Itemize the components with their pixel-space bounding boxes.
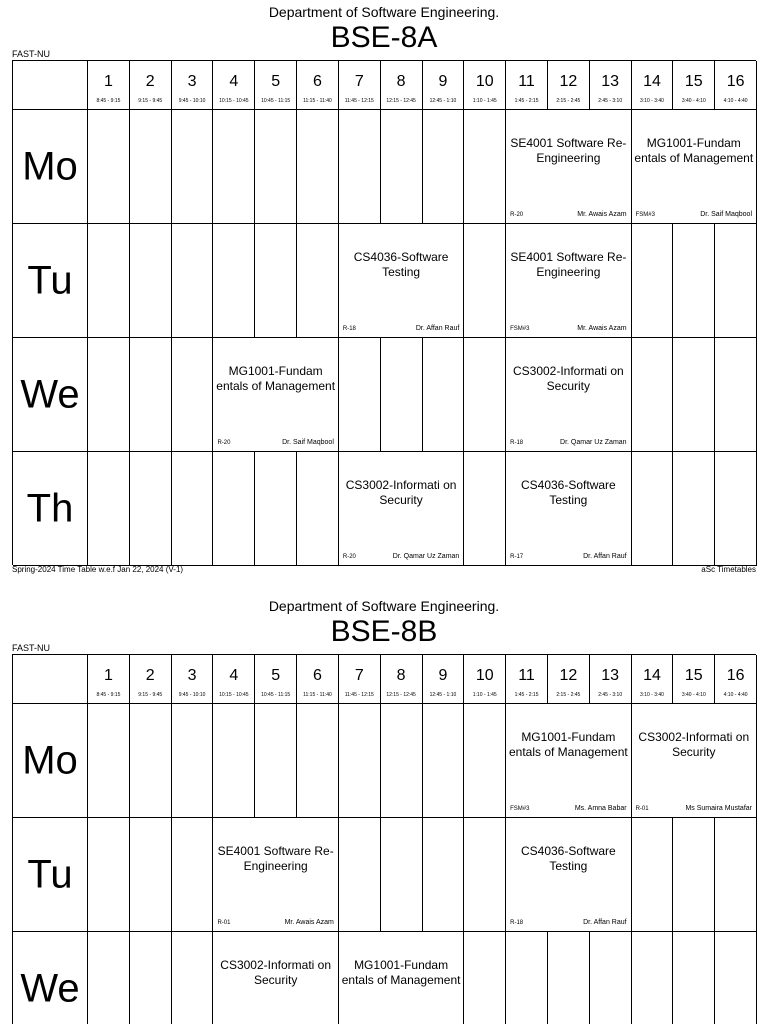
period-header bbox=[632, 655, 674, 704]
period-number: 6 bbox=[313, 73, 322, 90]
empty-slot bbox=[172, 932, 214, 1024]
empty-slot bbox=[464, 818, 506, 932]
period-time: 3:40 - 4:10 bbox=[681, 692, 706, 698]
empty-slot bbox=[88, 818, 130, 932]
day-label bbox=[13, 932, 88, 1024]
empty-slot bbox=[423, 338, 465, 452]
empty-slot bbox=[255, 704, 297, 818]
lesson-room: FSM#3 bbox=[510, 806, 530, 812]
timetable-bse-8b bbox=[0, 594, 768, 1024]
day-label bbox=[13, 704, 88, 818]
lesson-card bbox=[506, 110, 631, 224]
empty-slot bbox=[673, 224, 715, 338]
empty-slot bbox=[673, 818, 715, 932]
empty-slot bbox=[130, 452, 172, 566]
empty-slot bbox=[172, 110, 214, 224]
lesson-subject: SE4001 Software Re-Engineering bbox=[510, 250, 627, 279]
period-number: 12 bbox=[559, 667, 578, 684]
period-number: 15 bbox=[684, 73, 703, 90]
day-label bbox=[13, 818, 88, 932]
period-header bbox=[423, 655, 465, 704]
period-number: 9 bbox=[438, 73, 448, 90]
period-header bbox=[172, 655, 214, 704]
day-label bbox=[13, 338, 88, 452]
empty-slot bbox=[172, 704, 214, 818]
period-header bbox=[590, 655, 632, 704]
empty-slot bbox=[213, 452, 255, 566]
empty-slot bbox=[339, 110, 381, 224]
period-number: 1 bbox=[103, 667, 113, 684]
period-number: 10 bbox=[475, 667, 494, 684]
lesson-subject: MG1001-Fundam entals of Management bbox=[508, 730, 628, 759]
empty-slot bbox=[381, 338, 423, 452]
lesson-teacher: Ms. Amna Babar bbox=[574, 805, 627, 812]
period-number: 1 bbox=[103, 73, 113, 90]
period-number: 8 bbox=[396, 667, 406, 684]
period-header bbox=[464, 655, 506, 704]
footer-version: Spring-2024 Time Table w.e.f Jan 22, 2024 (V-1) bbox=[12, 565, 184, 574]
lesson-subject: CS4036-Software Testing bbox=[353, 250, 449, 279]
empty-slot bbox=[172, 818, 214, 932]
period-time: 11:45 - 12:15 bbox=[344, 692, 374, 698]
empty-slot bbox=[632, 338, 674, 452]
period-header bbox=[548, 61, 590, 110]
period-time: 9:15 - 9:45 bbox=[138, 692, 163, 698]
empty-slot bbox=[423, 704, 465, 818]
timetable-grid bbox=[12, 654, 756, 1024]
institution-label: FAST-NU bbox=[12, 643, 51, 653]
period-time: 9:45 - 10:10 bbox=[178, 98, 206, 104]
lesson-subject: CS3002-Informati on Security bbox=[512, 364, 624, 393]
empty-slot bbox=[130, 110, 172, 224]
empty-slot bbox=[464, 110, 506, 224]
period-number: 5 bbox=[271, 667, 281, 684]
period-time: 12:15 - 12:45 bbox=[386, 98, 416, 104]
lesson-subject: MG1001-Fundam entals of Management bbox=[341, 958, 461, 987]
period-header bbox=[381, 61, 423, 110]
lesson-room: R-01 bbox=[635, 806, 649, 812]
empty-slot bbox=[423, 818, 465, 932]
period-number: 5 bbox=[271, 73, 281, 90]
institution-label: FAST-NU bbox=[12, 49, 51, 59]
lesson-card bbox=[632, 110, 757, 224]
lesson-card bbox=[506, 704, 631, 818]
empty-slot bbox=[255, 452, 297, 566]
lesson-room: R-20 bbox=[510, 212, 524, 218]
empty-slot bbox=[715, 452, 757, 566]
period-time: 4:10 - 4:40 bbox=[723, 692, 748, 698]
lesson-room: R-01 bbox=[217, 920, 231, 926]
department-heading: Department of Software Engineering. bbox=[268, 4, 500, 20]
empty-slot bbox=[88, 704, 130, 818]
empty-slot bbox=[213, 224, 255, 338]
period-time: 8:45 - 9:15 bbox=[96, 98, 121, 104]
empty-slot bbox=[673, 338, 715, 452]
day-label bbox=[13, 224, 88, 338]
lesson-teacher: Dr. Saif Maqbool bbox=[282, 439, 334, 446]
empty-slot bbox=[88, 452, 130, 566]
empty-slot bbox=[88, 224, 130, 338]
footer-credit: aSc Timetables bbox=[701, 565, 756, 574]
day-name: Tu bbox=[27, 852, 73, 896]
day-label bbox=[13, 452, 88, 566]
lesson-teacher: Ms Sumaira Mustafar bbox=[685, 805, 752, 812]
lesson-room: FSM#3 bbox=[510, 326, 530, 332]
period-header bbox=[506, 655, 548, 704]
grid-corner bbox=[13, 655, 88, 704]
empty-slot bbox=[255, 224, 297, 338]
empty-slot bbox=[339, 338, 381, 452]
empty-slot bbox=[88, 110, 130, 224]
empty-slot bbox=[715, 338, 757, 452]
empty-slot bbox=[590, 932, 632, 1024]
lesson-card bbox=[213, 932, 338, 1024]
grid-corner bbox=[13, 61, 88, 110]
period-time: 2:45 - 3:10 bbox=[598, 98, 623, 104]
empty-slot bbox=[339, 704, 381, 818]
lesson-subject: CS4036-Software Testing bbox=[520, 478, 616, 507]
period-header bbox=[715, 61, 757, 110]
period-header bbox=[130, 655, 172, 704]
empty-slot bbox=[297, 110, 339, 224]
lesson-subject: CS4036-Software Testing bbox=[520, 844, 616, 873]
empty-slot bbox=[339, 818, 381, 932]
period-time: 12:45 - 1:10 bbox=[429, 98, 457, 104]
empty-slot bbox=[130, 224, 172, 338]
lesson-teacher: Mr. Awais Azam bbox=[577, 211, 627, 218]
period-header bbox=[130, 61, 172, 110]
period-number: 11 bbox=[518, 667, 535, 684]
period-header bbox=[339, 61, 381, 110]
period-header bbox=[339, 655, 381, 704]
empty-slot bbox=[632, 818, 674, 932]
empty-slot bbox=[506, 932, 548, 1024]
lesson-teacher: Dr. Affan Rauf bbox=[583, 553, 627, 560]
period-time: 10:15 - 10:45 bbox=[219, 692, 249, 698]
day-name: Mo bbox=[22, 738, 78, 782]
department-heading: Department of Software Engineering. bbox=[268, 598, 500, 614]
timetable-grid bbox=[12, 60, 756, 565]
empty-slot bbox=[172, 452, 214, 566]
empty-slot bbox=[381, 110, 423, 224]
period-header bbox=[88, 61, 130, 110]
empty-slot bbox=[632, 452, 674, 566]
period-header bbox=[464, 61, 506, 110]
empty-slot bbox=[297, 704, 339, 818]
period-time: 10:45 - 11:15 bbox=[261, 692, 291, 698]
class-title: BSE-8B bbox=[330, 615, 438, 648]
lesson-card bbox=[506, 452, 631, 566]
period-number: 16 bbox=[726, 667, 745, 684]
empty-slot bbox=[673, 932, 715, 1024]
day-label bbox=[13, 110, 88, 224]
empty-slot bbox=[381, 818, 423, 932]
empty-slot bbox=[715, 224, 757, 338]
lesson-card bbox=[506, 224, 631, 338]
period-time: 2:45 - 3:10 bbox=[598, 692, 623, 698]
lesson-teacher: Dr. Affan Rauf bbox=[415, 325, 460, 332]
period-number: 4 bbox=[229, 73, 239, 90]
period-number: 2 bbox=[145, 667, 155, 684]
empty-slot bbox=[381, 704, 423, 818]
lesson-card bbox=[339, 452, 464, 566]
period-time: 1:10 - 1:45 bbox=[472, 98, 497, 104]
period-header bbox=[673, 655, 715, 704]
period-time: 4:10 - 4:40 bbox=[723, 98, 748, 104]
lesson-subject: SE4001 Software Re-Engineering bbox=[510, 136, 627, 165]
day-name: We bbox=[20, 966, 80, 1010]
empty-slot bbox=[673, 452, 715, 566]
lesson-room: FSM#3 bbox=[635, 212, 655, 218]
period-time: 1:45 - 2:15 bbox=[514, 98, 539, 104]
period-header bbox=[715, 655, 757, 704]
lesson-card bbox=[213, 338, 338, 452]
lesson-room: R-18 bbox=[510, 440, 524, 446]
empty-slot bbox=[130, 932, 172, 1024]
period-time: 1:10 - 1:45 bbox=[472, 692, 497, 698]
empty-slot bbox=[464, 932, 506, 1024]
lesson-subject: CS3002-Informati on Security bbox=[220, 958, 332, 987]
empty-slot bbox=[715, 932, 757, 1024]
lesson-room: R-18 bbox=[342, 326, 356, 332]
period-header bbox=[172, 61, 214, 110]
period-time: 3:40 - 4:10 bbox=[681, 98, 706, 104]
period-time: 2:15 - 2:45 bbox=[556, 98, 581, 104]
period-number: 2 bbox=[145, 73, 155, 90]
period-number: 13 bbox=[601, 73, 620, 90]
class-title: BSE-8A bbox=[330, 21, 438, 54]
period-number: 11 bbox=[518, 73, 535, 90]
lesson-card bbox=[339, 932, 464, 1024]
period-number: 7 bbox=[354, 73, 364, 90]
empty-slot bbox=[632, 224, 674, 338]
period-time: 11:15 - 11:40 bbox=[303, 692, 332, 698]
lesson-teacher: Dr. Qamar Uz Zaman bbox=[560, 439, 627, 446]
period-header bbox=[673, 61, 715, 110]
empty-slot bbox=[213, 704, 255, 818]
lesson-subject: SE4001 Software Re-Engineering bbox=[217, 844, 334, 873]
period-time: 12:45 - 1:10 bbox=[429, 692, 457, 698]
period-number: 10 bbox=[475, 73, 494, 90]
period-number: 4 bbox=[229, 667, 239, 684]
lesson-room: R-20 bbox=[342, 554, 356, 560]
lesson-room: R-17 bbox=[510, 554, 524, 560]
period-header bbox=[297, 655, 339, 704]
lesson-card bbox=[339, 224, 464, 338]
period-time: 3:10 - 3:40 bbox=[640, 692, 664, 698]
empty-slot bbox=[715, 818, 757, 932]
period-number: 6 bbox=[313, 667, 322, 684]
period-number: 13 bbox=[601, 667, 620, 684]
empty-slot bbox=[423, 110, 465, 224]
empty-slot bbox=[464, 224, 506, 338]
lesson-teacher: Dr. Saif Maqbool bbox=[700, 211, 752, 218]
period-time: 8:45 - 9:15 bbox=[96, 692, 121, 698]
period-header bbox=[255, 655, 297, 704]
period-time: 2:15 - 2:45 bbox=[556, 692, 581, 698]
period-time: 1:45 - 2:15 bbox=[514, 692, 539, 698]
period-header bbox=[213, 655, 255, 704]
period-number: 12 bbox=[559, 73, 578, 90]
period-number: 14 bbox=[643, 667, 661, 684]
lesson-teacher: Dr. Affan Rauf bbox=[583, 919, 627, 926]
period-header bbox=[88, 655, 130, 704]
period-header bbox=[506, 61, 548, 110]
empty-slot bbox=[213, 110, 255, 224]
period-header bbox=[255, 61, 297, 110]
period-header bbox=[381, 655, 423, 704]
lesson-card bbox=[213, 818, 338, 932]
empty-slot bbox=[172, 338, 214, 452]
lesson-card bbox=[506, 338, 631, 452]
period-number: 7 bbox=[354, 667, 364, 684]
period-header bbox=[548, 655, 590, 704]
empty-slot bbox=[88, 932, 130, 1024]
lesson-card bbox=[632, 704, 757, 818]
empty-slot bbox=[255, 110, 297, 224]
period-time: 11:15 - 11:40 bbox=[303, 98, 332, 104]
empty-slot bbox=[464, 452, 506, 566]
period-number: 14 bbox=[643, 73, 661, 90]
period-header bbox=[213, 61, 255, 110]
period-number: 3 bbox=[187, 667, 197, 684]
day-name: Th bbox=[26, 486, 74, 530]
lesson-room: R-18 bbox=[510, 920, 524, 926]
lesson-teacher: Mr. Awais Azam bbox=[577, 325, 627, 332]
period-header bbox=[590, 61, 632, 110]
period-header bbox=[297, 61, 339, 110]
lesson-room: R-20 bbox=[217, 440, 231, 446]
period-time: 11:45 - 12:15 bbox=[344, 98, 374, 104]
period-number: 9 bbox=[438, 667, 448, 684]
period-number: 16 bbox=[726, 73, 745, 90]
empty-slot bbox=[297, 224, 339, 338]
period-header bbox=[632, 61, 674, 110]
empty-slot bbox=[130, 818, 172, 932]
lesson-subject: MG1001-Fundam entals of Management bbox=[216, 364, 336, 393]
empty-slot bbox=[464, 704, 506, 818]
period-time: 9:45 - 10:10 bbox=[178, 692, 206, 698]
period-time: 10:15 - 10:45 bbox=[219, 98, 249, 104]
period-number: 3 bbox=[187, 73, 197, 90]
day-name: We bbox=[20, 372, 80, 416]
lesson-teacher: Dr. Qamar Uz Zaman bbox=[392, 553, 460, 560]
empty-slot bbox=[464, 338, 506, 452]
empty-slot bbox=[548, 932, 590, 1024]
lesson-card bbox=[506, 818, 631, 932]
empty-slot bbox=[632, 932, 674, 1024]
period-header bbox=[423, 61, 465, 110]
period-number: 8 bbox=[396, 73, 406, 90]
period-time: 12:15 - 12:45 bbox=[386, 692, 416, 698]
lesson-subject: CS3002-Informati on Security bbox=[638, 730, 750, 759]
empty-slot bbox=[172, 224, 214, 338]
lesson-teacher: Mr. Awais Azam bbox=[284, 919, 334, 926]
lesson-subject: CS3002-Informati on Security bbox=[345, 478, 457, 507]
day-name: Tu bbox=[27, 258, 73, 302]
day-name: Mo bbox=[22, 144, 78, 188]
empty-slot bbox=[130, 704, 172, 818]
empty-slot bbox=[88, 338, 130, 452]
period-time: 10:45 - 11:15 bbox=[261, 98, 291, 104]
period-time: 9:15 - 9:45 bbox=[138, 98, 163, 104]
empty-slot bbox=[130, 338, 172, 452]
empty-slot bbox=[297, 452, 339, 566]
period-time: 3:10 - 3:40 bbox=[640, 98, 664, 104]
lesson-subject: MG1001-Fundam entals of Management bbox=[634, 136, 754, 165]
period-number: 15 bbox=[684, 667, 703, 684]
